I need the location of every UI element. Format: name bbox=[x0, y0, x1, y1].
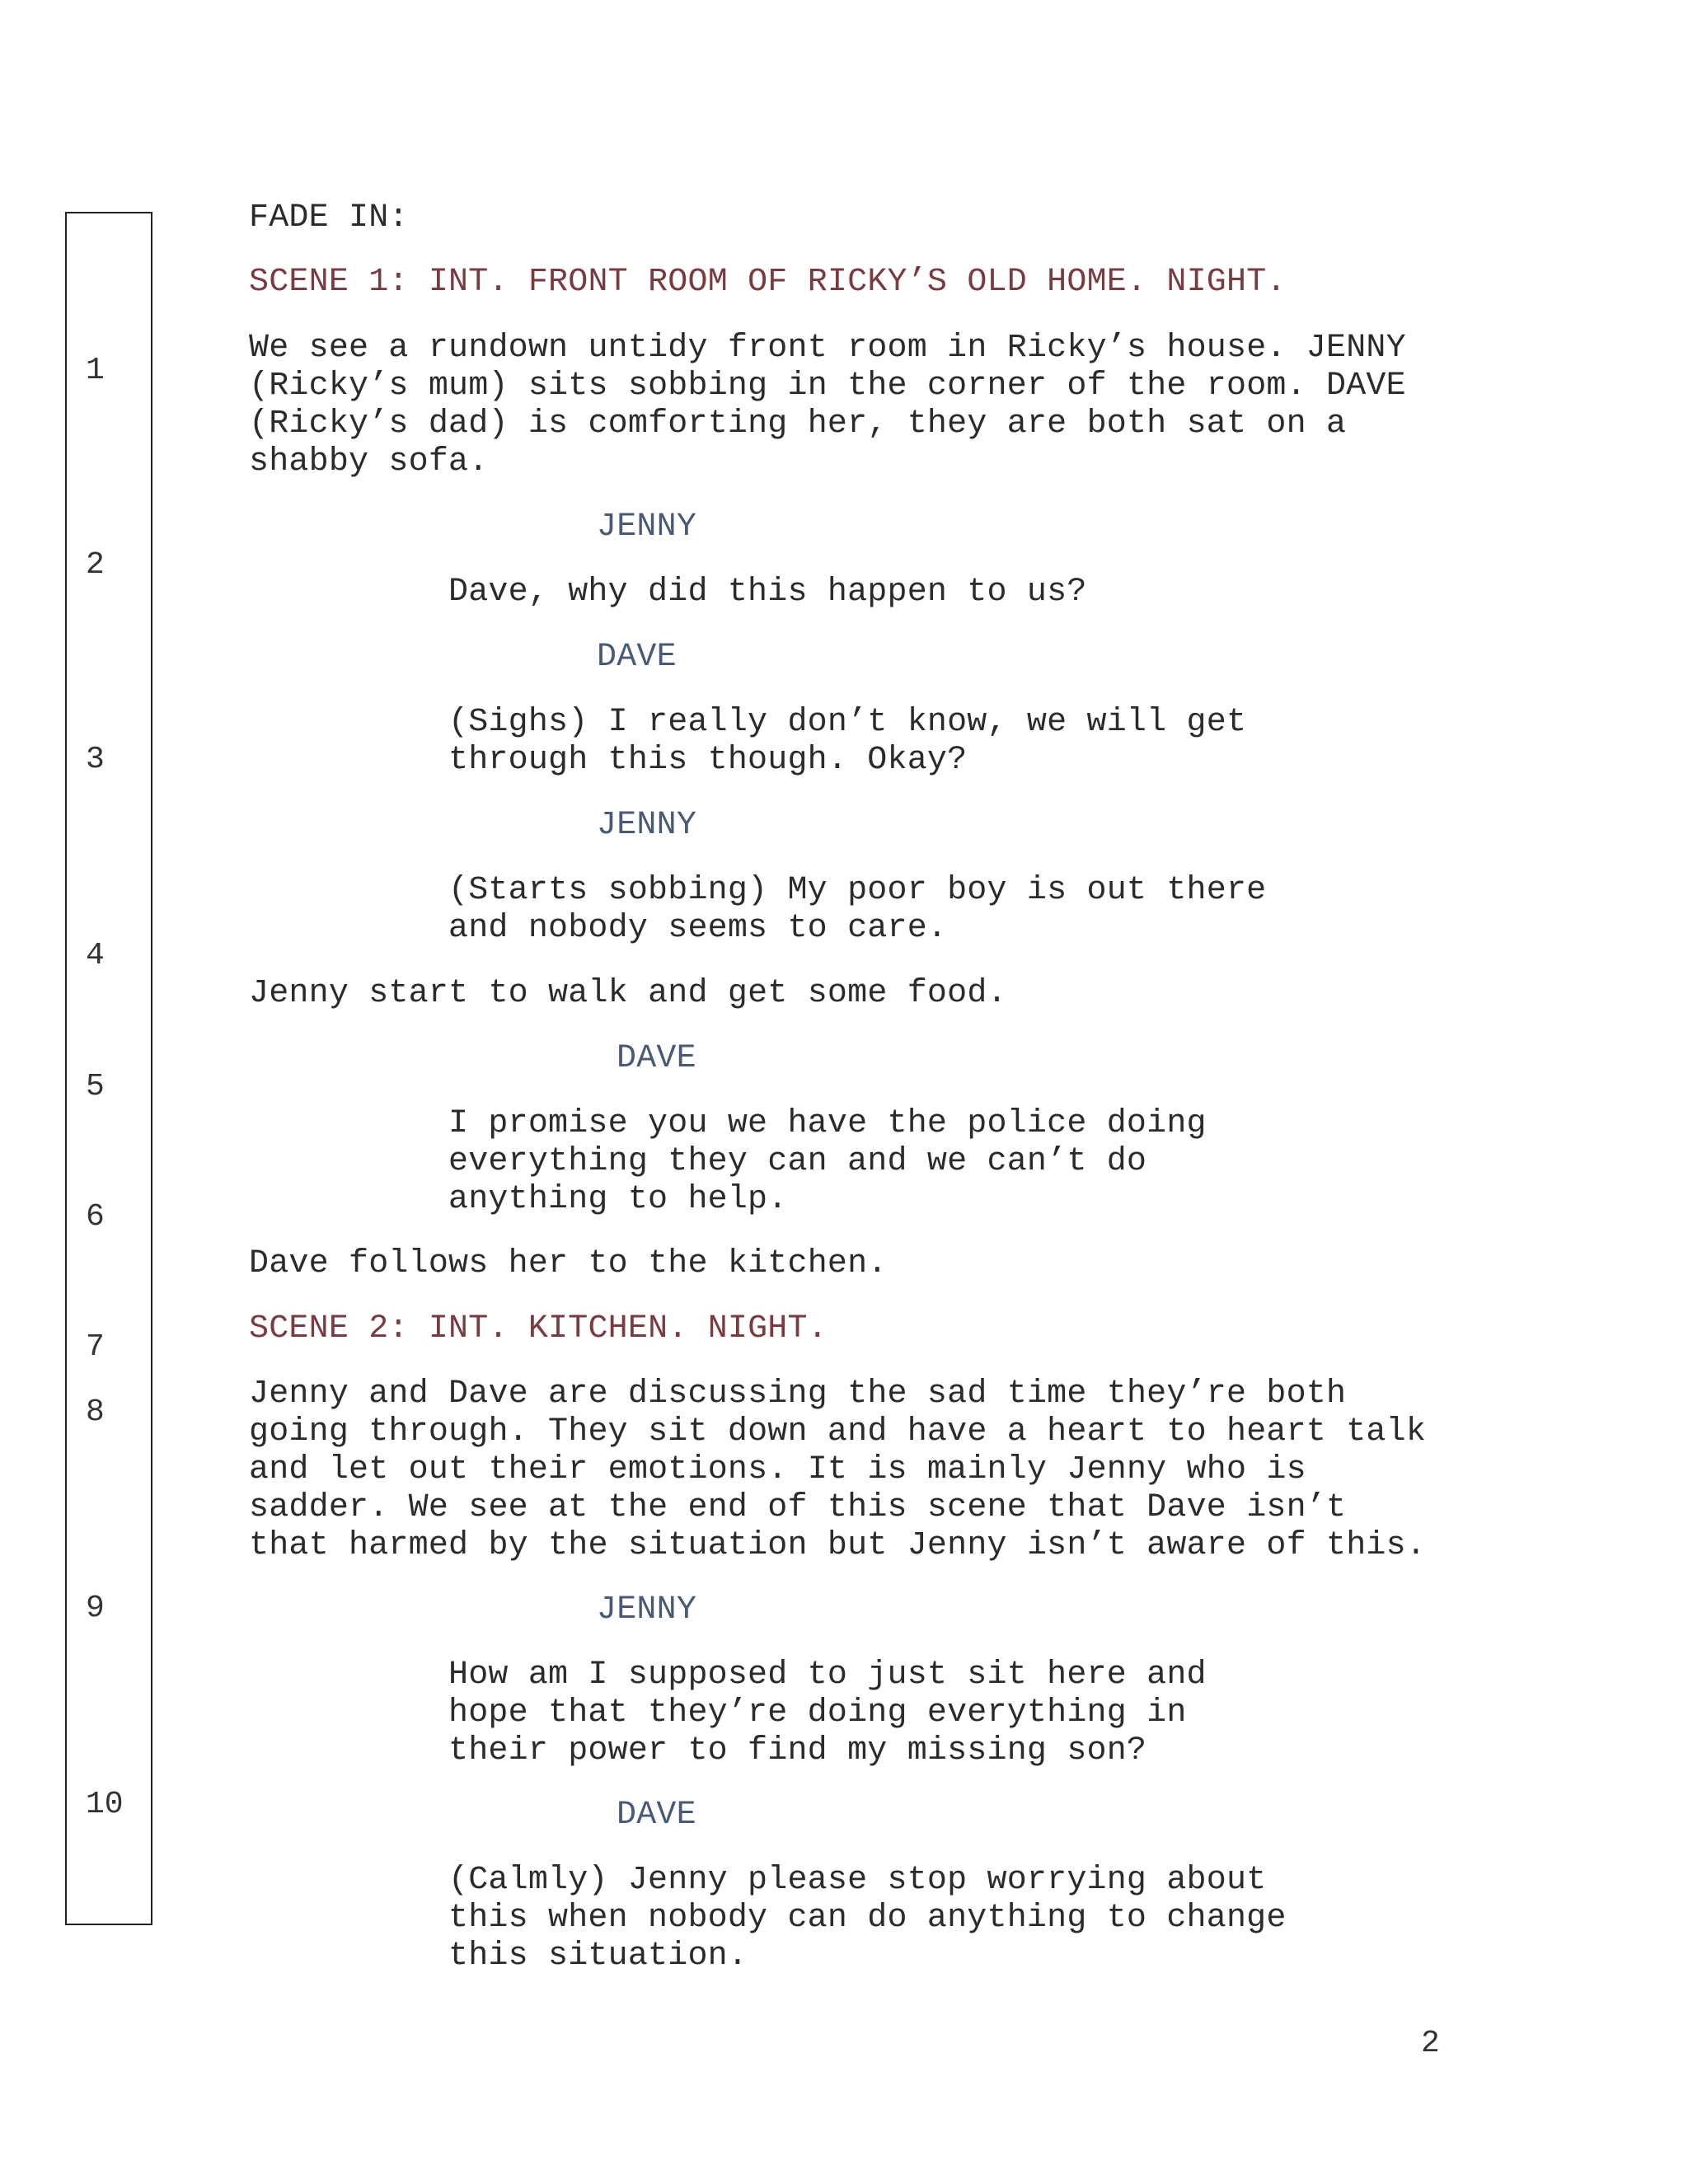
shot-number: 9 bbox=[86, 1591, 105, 1626]
dialogue-line: hope that they’re doing everything in bbox=[448, 1694, 1187, 1732]
action-line: sadder. We see at the end of this scene that Dave isn’t bbox=[249, 1489, 1347, 1526]
scene-heading: SCENE 2: INT. KITCHEN. NIGHT. bbox=[249, 1310, 828, 1347]
dialogue-line: and nobody seems to care. bbox=[448, 910, 948, 947]
action-line: going through. They sit down and have a heart to heart talk bbox=[249, 1413, 1427, 1451]
action-line: (Ricky’s mum) sits sobbing in the corner of the room. DAVE bbox=[249, 368, 1406, 405]
page-number: 2 bbox=[1421, 2026, 1440, 2061]
action-line: shabby sofa. bbox=[249, 443, 489, 480]
character-name: DAVE bbox=[617, 1797, 696, 1834]
character-name: DAVE bbox=[617, 1040, 696, 1077]
shot-number: 5 bbox=[86, 1069, 105, 1104]
dialogue-line: How am I supposed to just sit here and bbox=[448, 1657, 1207, 1694]
action-line: that harmed by the situation but Jenny isn’t aware of this. bbox=[249, 1527, 1427, 1564]
shot-number: 8 bbox=[86, 1394, 105, 1430]
transition: FADE IN: bbox=[249, 199, 409, 237]
dialogue-line: anything to help. bbox=[448, 1181, 788, 1218]
shot-number: 10 bbox=[86, 1787, 124, 1822]
action-line: We see a rundown untidy front room in Ricky’s house. JENNY bbox=[249, 330, 1406, 367]
dialogue-line: everything they can and we can’t do bbox=[448, 1143, 1147, 1180]
shot-number: 1 bbox=[86, 353, 105, 388]
character-name: JENNY bbox=[597, 807, 697, 844]
dialogue-line: (Calmly) Jenny please stop worrying about bbox=[448, 1862, 1267, 1899]
dialogue-line: this situation. bbox=[448, 1938, 748, 1975]
scene-heading: SCENE 1: INT. FRONT ROOM OF RICKY’S OLD HOME. NIGHT. bbox=[249, 264, 1287, 301]
dialogue-line: (Starts sobbing) My poor boy is out there bbox=[448, 872, 1267, 909]
character-name: DAVE bbox=[597, 639, 677, 676]
action-line: Dave follows her to the kitchen. bbox=[249, 1245, 888, 1282]
action-line: (Ricky’s dad) is comforting her, they are both sat on a bbox=[249, 405, 1347, 443]
shot-number: 3 bbox=[86, 742, 105, 777]
shot-number-margin-box bbox=[65, 212, 152, 1925]
dialogue-line: Dave, why did this happen to us? bbox=[448, 574, 1087, 611]
dialogue-line: through this though. Okay? bbox=[448, 742, 968, 779]
dialogue-line: I promise you we have the police doing bbox=[448, 1105, 1207, 1142]
character-name: JENNY bbox=[597, 509, 697, 546]
shot-number: 4 bbox=[86, 938, 105, 973]
action-line: and let out their emotions. It is mainly Jenny who is bbox=[249, 1451, 1306, 1488]
dialogue-line: their power to find my missing son? bbox=[448, 1732, 1147, 1769]
shot-number: 7 bbox=[86, 1329, 105, 1365]
shot-number: 6 bbox=[86, 1199, 105, 1235]
action-line: Jenny and Dave are discussing the sad time they’re both bbox=[249, 1376, 1347, 1413]
dialogue-line: (Sighs) I really don’t know, we will get bbox=[448, 704, 1247, 741]
action-line: Jenny start to walk and get some food. bbox=[249, 975, 1007, 1012]
dialogue-line: this when nobody can do anything to change bbox=[448, 1900, 1287, 1937]
shot-number: 2 bbox=[86, 547, 105, 583]
character-name: JENNY bbox=[597, 1591, 697, 1629]
